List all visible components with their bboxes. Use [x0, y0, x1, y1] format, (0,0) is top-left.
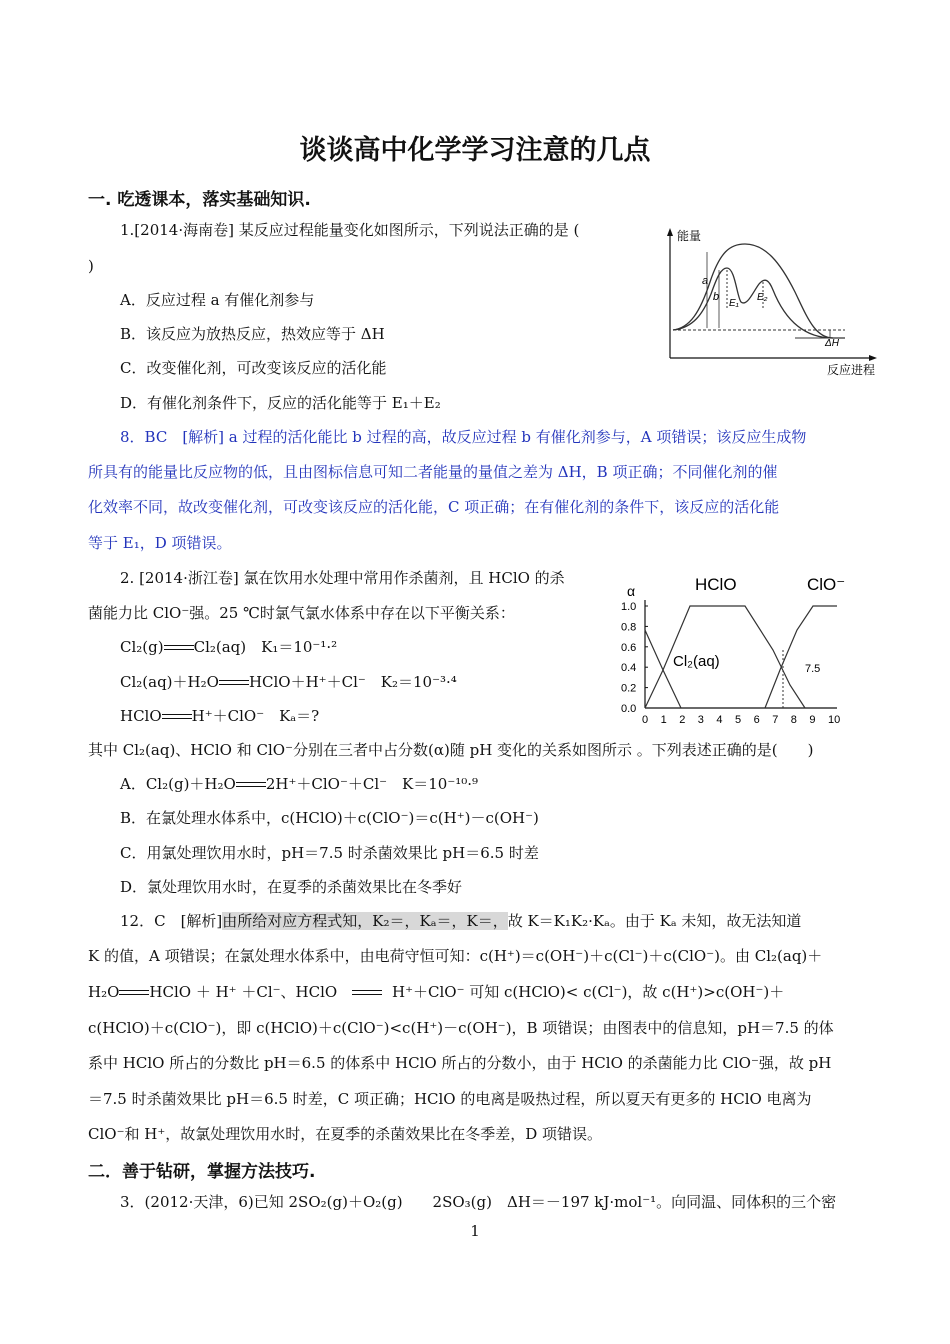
y-tick-label: 0.4	[621, 662, 637, 675]
q1-stem: 1.[2014·海南卷] 某反应过程能量变化如图所示，下列说法正确的是 (	[120, 221, 580, 239]
series-hclo-line	[645, 606, 805, 708]
y-tick-label: 1.0	[621, 601, 637, 613]
q2-option-c: C．用氯处理饮用水时，pH＝7.5 时杀菌效果比 pH＝6.5 时差	[120, 844, 539, 862]
q1-option-c: C．改变催化剂，可改变该反应的活化能	[120, 359, 387, 377]
equilibrium-arrow-icon	[352, 988, 382, 998]
q2-stem-line3: 其中 Cl₂(aq)、HClO 和 ClO⁻分别在三者中占分数(α)随 pH 变化的关系如图所示 。下列表述正确的是( )	[88, 741, 814, 759]
equilibrium-arrow-icon	[164, 643, 194, 653]
series-label-clo: ClO⁻	[807, 575, 846, 594]
x-tick-label: 5	[735, 714, 742, 726]
series-label-cl2: Cl₂(aq)	[673, 653, 720, 670]
answer2-line3: H₂O HClO ＋ H⁺ ＋Cl⁻、HClO H⁺＋ClO⁻ 可知 c(HClO)< c(Cl⁻)，故 c(H⁺)>c(OH⁻)＋	[88, 983, 785, 1001]
equilibrium-arrow-icon	[219, 678, 249, 688]
answer1-line3: 化效率不同，故改变催化剂，可改变该反应的活化能，C 项正确；在有催化剂的条件下，该反应的活化能	[88, 498, 780, 516]
label-e2: E₂	[757, 292, 768, 303]
q1-option-b: B．该反应为放热反应，热效应等于 ΔH	[120, 325, 385, 343]
q2-option-a: A．Cl₂(g)＋H₂O 2H⁺＋ClO⁻＋Cl⁻ K＝10⁻¹⁰·⁹	[120, 775, 479, 793]
label-dh: ΔH	[825, 338, 839, 349]
y-axis-label: 能量	[677, 229, 702, 243]
answer2-line5: 系中 HClO 所占的分数比 pH＝6.5 的体系中 HClO 所占的分数小，由于 HClO 的杀菌能力比 ClO⁻强，故 pH	[88, 1054, 832, 1072]
page-title: 谈谈高中化学学习注意的几点	[299, 135, 651, 166]
answer1-line2: 所具有的能量比反应物的低，且由图标信息可知二者能量的量值之差为 ΔH，B 项正确；不同催化剂的催	[88, 463, 778, 481]
q2-equilibrium-3: HClO H⁺＋ClO⁻ Kₐ＝?	[120, 707, 320, 725]
x-tick-label: 4	[716, 714, 723, 726]
curve-a	[673, 244, 845, 338]
energy-diagram	[645, 222, 890, 382]
x-axis-label: 反应进程	[827, 363, 876, 377]
answer2-line4: c(HClO)＋c(ClO⁻)，即 c(HClO)＋c(ClO⁻)<c(H⁺)－c(OH⁻)，B 项错误；由图表中的信息知，pH＝7.5 的体	[88, 1019, 834, 1037]
q1-option-a: A．反应过程 a 有催化剂参与	[120, 291, 315, 309]
answer2-line1: 12．C [解析]由所给对应方程式知，K₂＝，Kₐ＝，K＝，故 K＝K₁K₂·Kₐ。由于 Kₐ 未知，故无法知道	[120, 912, 802, 930]
series-label-hclo: HClO	[695, 575, 737, 594]
equilibrium-arrow-icon	[119, 988, 149, 998]
x-tick-label: 0	[642, 714, 649, 726]
q2-equilibrium-1: Cl₂(g) Cl₂(aq) K₁＝10⁻¹·²	[120, 638, 338, 656]
equilibrium-arrow-icon	[162, 712, 192, 722]
label-b: b	[713, 291, 720, 303]
x-tick-label: 7	[772, 714, 779, 726]
x-tick-label: 1	[660, 714, 667, 726]
q3-stem: 3．(2012·天津，6)已知 2SO₂(g)＋O₂(g) 2SO₃(g) ΔH＝－197 kJ·mol⁻¹。向同温、同体积的三个密	[120, 1193, 837, 1211]
answer2-line2: K 的值，A 项错误；在氯处理水体系中，由电荷守恒可知：c(H⁺)＝c(OH⁻)＋c(Cl⁻)＋c(ClO⁻)。由 Cl₂(aq)＋	[88, 947, 823, 965]
mark-label: 7.5	[805, 663, 821, 675]
x-tick-label: 10	[828, 714, 841, 726]
x-tick-label: 9	[809, 714, 816, 726]
section-heading-1: 一. 吃透课本，落实基础知识.	[88, 190, 311, 210]
page-number: 1	[470, 1222, 480, 1240]
x-tick-label: 8	[790, 714, 797, 726]
y-tick-label: 0.0	[621, 703, 637, 715]
x-tick-label: 3	[697, 714, 704, 726]
label-e1: E₁	[729, 298, 739, 309]
answer1-line4: 等于 E₁，D 项错误。	[88, 534, 232, 552]
curve-b	[673, 268, 833, 338]
label-a: a	[702, 275, 709, 287]
equilibrium-arrow-icon	[236, 780, 266, 790]
section-heading-2: 二．善于钻研，掌握方法技巧.	[88, 1162, 316, 1182]
alpha-label: α	[627, 583, 636, 599]
y-tick-label: 0.2	[621, 682, 637, 695]
answer2-line6: ＝7.5 时杀菌效果比 pH＝6.5 时差，C 项正确；HClO 的电离是吸热过程，所以夏天有更多的 HClO 电离为	[88, 1090, 812, 1108]
answer1-line1: 8．BC [解析] a 过程的活化能比 b 过程的高，故反应过程 b 有催化剂参与，A 项错误；该反应生成物	[120, 428, 807, 446]
q2-stem-line1: 2. [2014·浙江卷] 氯在饮用水处理中常用作杀菌剂，且 HClO 的杀	[120, 569, 565, 587]
x-tick-label: 6	[753, 714, 760, 726]
fraction-ph-chart	[615, 570, 850, 730]
q2-stem-line2: 菌能力比 ClO⁻强。25 ℃时氯气氯水体系中存在以下平衡关系：	[88, 604, 515, 622]
q2-equilibrium-2: Cl₂(aq)＋H₂O HClO＋H⁺＋Cl⁻ K₂＝10⁻³·⁴	[120, 673, 457, 691]
x-tick-label: 2	[679, 714, 686, 726]
q2-option-b: B．在氯处理水体系中，c(HClO)＋c(ClO⁻)＝c(H⁺)－c(OH⁻)	[120, 809, 539, 827]
q1-option-d: D．有催化剂条件下，反应的活化能等于 E₁＋E₂	[120, 394, 441, 412]
q2-option-d: D．氯处理饮用水时，在夏季的杀菌效果比在冬季好	[120, 878, 463, 896]
y-tick-label: 0.8	[621, 621, 637, 634]
y-tick-label: 0.6	[621, 641, 637, 654]
q1-stem-close: )	[88, 257, 94, 275]
answer2-line7: ClO⁻和 H⁺，故氯处理饮用水时，在夏季的杀菌效果比在冬季差，D 项错误。	[88, 1125, 603, 1143]
